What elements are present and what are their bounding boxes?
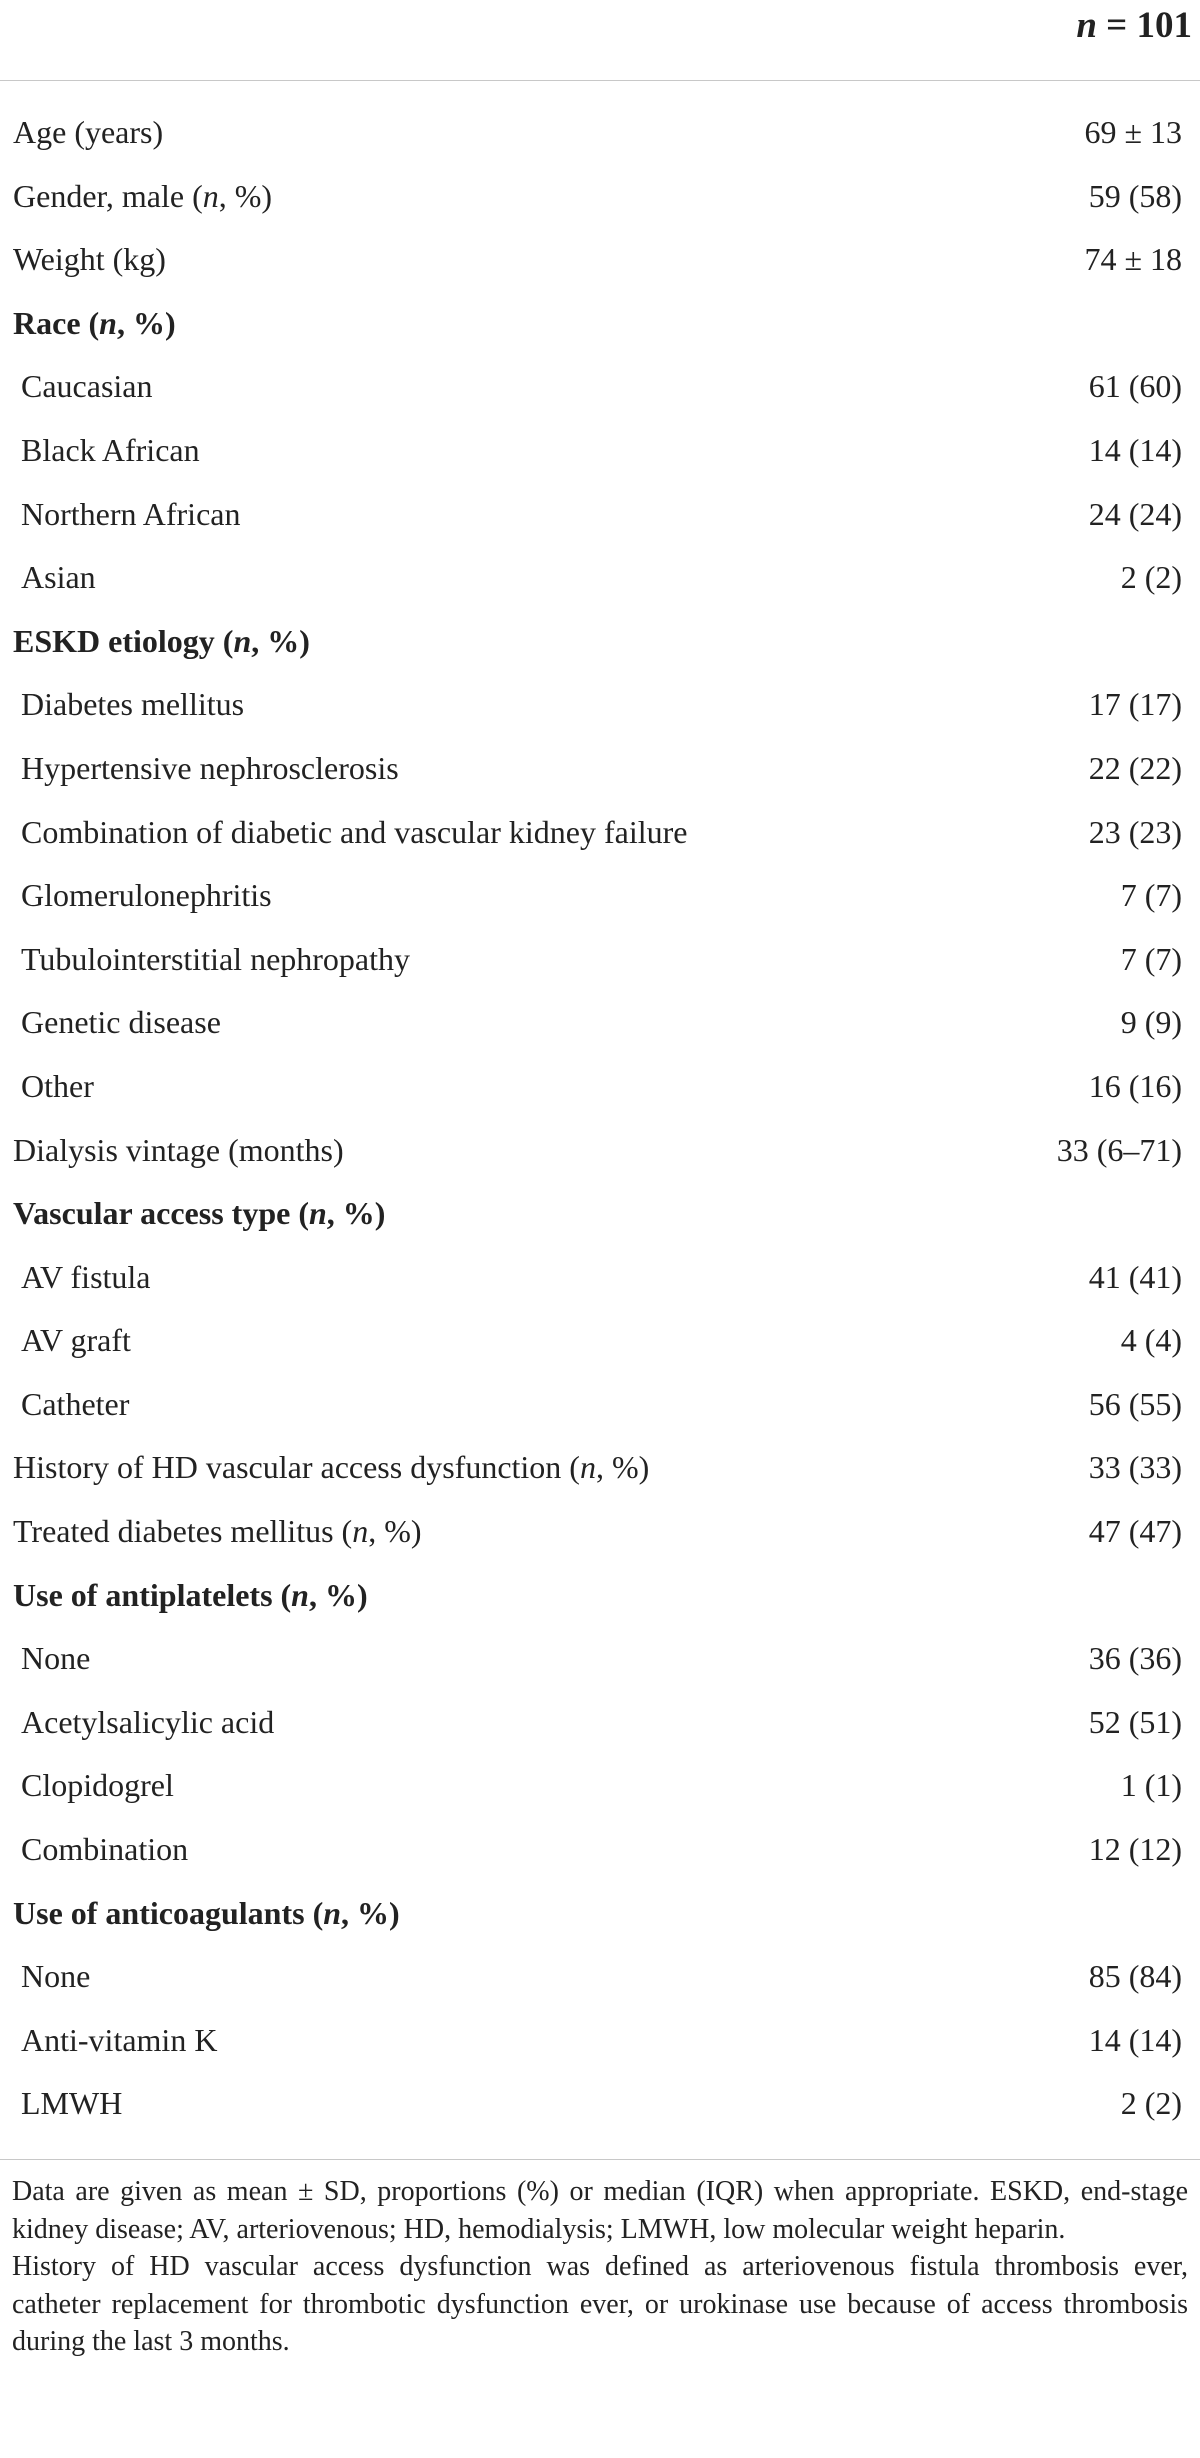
- label-text: Genetic disease: [21, 1004, 221, 1041]
- row-value: 12 (12): [1088, 1831, 1182, 1868]
- row-label: [13, 1513, 422, 1550]
- table-row: [0, 1503, 1200, 1567]
- section-row: [0, 1885, 1200, 1949]
- label-text: ESKD etiology (: [13, 622, 234, 659]
- row-value: 69 ± 13: [1084, 114, 1182, 150]
- italic-n: n: [202, 177, 219, 214]
- label-text: Caucasian: [21, 368, 153, 405]
- table-row: [0, 1821, 1200, 1885]
- table-row: [0, 1630, 1200, 1694]
- table-row: [0, 1249, 1200, 1313]
- row-value: 14 (14): [1088, 431, 1182, 468]
- row-label: [21, 432, 200, 469]
- table-row: [0, 1757, 1200, 1821]
- row-label: [21, 2022, 217, 2059]
- label-text: AV fistula: [21, 1258, 151, 1295]
- row-label: [21, 2085, 122, 2122]
- row-value: 56 (55): [1088, 1385, 1182, 1422]
- label-text: AV graft: [21, 1322, 131, 1359]
- footnote-definition: History of HD vascular access dysfunction was defined as arteriovenous fistula thrombosis ever, catheter replacement for thrombotic dysfunction ever, or urokinase use because of access thrombosis during the last 3 months.: [12, 2251, 1188, 2358]
- row-value: 23 (23): [1088, 813, 1182, 850]
- label-text: Catheter: [21, 1385, 130, 1422]
- row-label: [21, 750, 399, 787]
- row-value: 61 (60): [1088, 368, 1182, 405]
- column-header-n: [1076, 4, 1192, 47]
- italic-n: n: [323, 1894, 342, 1931]
- n-value: = 101: [1106, 5, 1192, 46]
- label-text: Vascular access type (: [13, 1195, 309, 1232]
- table-row: [0, 676, 1200, 740]
- italic-n: n: [99, 304, 117, 341]
- label-text: Treated diabetes mellitus (: [13, 1513, 353, 1550]
- table-row: [0, 1312, 1200, 1376]
- section-row: [0, 613, 1200, 677]
- label-text: Black African: [21, 431, 200, 468]
- row-value: 16 (16): [1088, 1067, 1182, 1104]
- row-value: 52 (51): [1088, 1703, 1182, 1740]
- row-label: [21, 941, 410, 978]
- label-text: Clopidogrel: [21, 1767, 174, 1804]
- table-row: [0, 231, 1200, 295]
- label-text: Dialysis vintage (months): [13, 1131, 344, 1168]
- label-text: , %): [341, 1894, 400, 1931]
- row-value: 74 ± 18: [1084, 241, 1182, 278]
- row-label: [21, 1767, 174, 1804]
- label-text: Asian: [21, 559, 96, 596]
- row-value: 33 (33): [1088, 1449, 1182, 1486]
- row-label: [21, 1068, 94, 1105]
- table-row: [0, 1122, 1200, 1186]
- table-row: [0, 740, 1200, 804]
- row-label: [21, 814, 687, 851]
- label-text: None: [21, 1958, 91, 1995]
- italic-n: n: [233, 622, 252, 659]
- label-text: Gender, male (: [13, 177, 203, 214]
- italic-n: n: [291, 1576, 309, 1613]
- row-label: [21, 1386, 129, 1423]
- row-label: [13, 1577, 368, 1614]
- row-label: [13, 1132, 344, 1169]
- row-value: 14 (14): [1088, 2021, 1182, 2058]
- table-row: [0, 358, 1200, 422]
- table-row: [0, 867, 1200, 931]
- label-text: Use of anticoagulants (: [13, 1894, 324, 1931]
- table-row: [0, 486, 1200, 550]
- italic-n: n: [579, 1449, 596, 1486]
- table-row: [0, 1439, 1200, 1503]
- row-label: [21, 1958, 90, 1995]
- label-text: Anti-vitamin K: [21, 2021, 218, 2058]
- table-row: [0, 549, 1200, 613]
- label-text: Other: [21, 1067, 94, 1104]
- section-row: [0, 295, 1200, 359]
- row-value: 59 (58): [1088, 177, 1182, 214]
- table-row: [0, 1948, 1200, 2012]
- label-text: Use of antiplatelets (: [13, 1576, 292, 1613]
- section-row: [0, 1185, 1200, 1249]
- label-text: , %): [595, 1449, 650, 1486]
- label-text: None: [21, 1640, 91, 1677]
- table-row: [0, 168, 1200, 232]
- label-text: Northern African: [21, 495, 241, 532]
- row-value: 7 (7): [1120, 877, 1182, 914]
- row-label: [21, 1640, 90, 1677]
- row-label: [21, 686, 244, 723]
- row-value: 36 (36): [1088, 1640, 1182, 1677]
- label-text: Weight (kg): [13, 241, 166, 278]
- table-body: [0, 104, 1200, 2139]
- row-value: 9 (9): [1120, 1004, 1182, 1041]
- row-label: [13, 305, 176, 342]
- label-text: Combination: [21, 1831, 189, 1868]
- row-value: 2 (2): [1120, 2085, 1182, 2122]
- table-row: [0, 994, 1200, 1058]
- row-label: [21, 1704, 274, 1741]
- label-text: LMWH: [21, 2085, 123, 2122]
- table-bottom-rule: [0, 2159, 1200, 2160]
- row-value: 24 (24): [1088, 495, 1182, 532]
- table-row: [0, 1376, 1200, 1440]
- table-row: [0, 2075, 1200, 2139]
- row-label: [13, 1895, 400, 1932]
- table-row: [0, 422, 1200, 486]
- label-text: Hypertensive nephrosclerosis: [21, 749, 399, 786]
- table-row: [0, 804, 1200, 868]
- table-row: [0, 2012, 1200, 2076]
- row-value: 4 (4): [1120, 1322, 1182, 1359]
- label-text: Glomerulonephritis: [21, 877, 272, 914]
- row-value: 7 (7): [1120, 940, 1182, 977]
- label-text: , %): [368, 1513, 422, 1550]
- label-text: Race (: [13, 304, 100, 341]
- row-value: 22 (22): [1088, 749, 1182, 786]
- row-value: 1 (1): [1120, 1767, 1182, 1804]
- label-text: , %): [116, 304, 176, 341]
- row-label: [13, 623, 310, 660]
- label-text: , %): [251, 622, 310, 659]
- label-text: Age (years): [13, 114, 164, 150]
- label-text: , %): [326, 1195, 386, 1232]
- table-row: [0, 1058, 1200, 1122]
- row-value: 85 (84): [1088, 1958, 1182, 1995]
- row-label: [13, 178, 272, 215]
- italic-n: n: [308, 1195, 327, 1232]
- label-text: , %): [308, 1576, 368, 1613]
- table-header: [0, 0, 1200, 81]
- section-row: [0, 1567, 1200, 1631]
- row-label: [21, 1831, 188, 1868]
- label-text: Diabetes mellitus: [21, 686, 245, 723]
- table-footnotes: [12, 2173, 1188, 2361]
- row-label: [21, 496, 240, 533]
- row-label: [21, 559, 96, 596]
- row-label: [13, 114, 163, 151]
- row-value: 47 (47): [1088, 1513, 1182, 1550]
- row-label: [13, 1195, 385, 1232]
- label-text: , %): [218, 177, 273, 214]
- footnote-abbreviations: Data are given as mean ± SD, proportions (%) or median (IQR) when appropriate. ESKD, end-stage kidney disease; AV, arteriovenous; HD, hemodialysis; LMWH, low molecular weight heparin.: [12, 2176, 1188, 2245]
- row-value: 33 (6–71): [1056, 1131, 1182, 1168]
- row-label: [21, 1004, 221, 1041]
- table-row: [0, 104, 1200, 168]
- table-row: [0, 1694, 1200, 1758]
- row-value: 17 (17): [1088, 686, 1182, 723]
- row-label: [21, 1322, 131, 1359]
- label-text: History of HD vascular access dysfunction (: [13, 1449, 580, 1486]
- row-value: 2 (2): [1120, 559, 1182, 596]
- row-value: 41 (41): [1088, 1258, 1182, 1295]
- label-text: Acetylsalicylic acid: [21, 1703, 275, 1740]
- row-label: [13, 1449, 649, 1486]
- label-text: Tubulointerstitial nephropathy: [21, 940, 411, 977]
- italic-n: n: [352, 1513, 369, 1550]
- row-label: [13, 241, 166, 278]
- table-row: [0, 931, 1200, 995]
- row-label: [21, 368, 153, 405]
- label-text: Combination of diabetic and vascular kidney failure: [21, 813, 688, 850]
- row-label: [21, 1259, 151, 1296]
- n-symbol: n: [1076, 5, 1097, 46]
- row-label: [21, 877, 272, 914]
